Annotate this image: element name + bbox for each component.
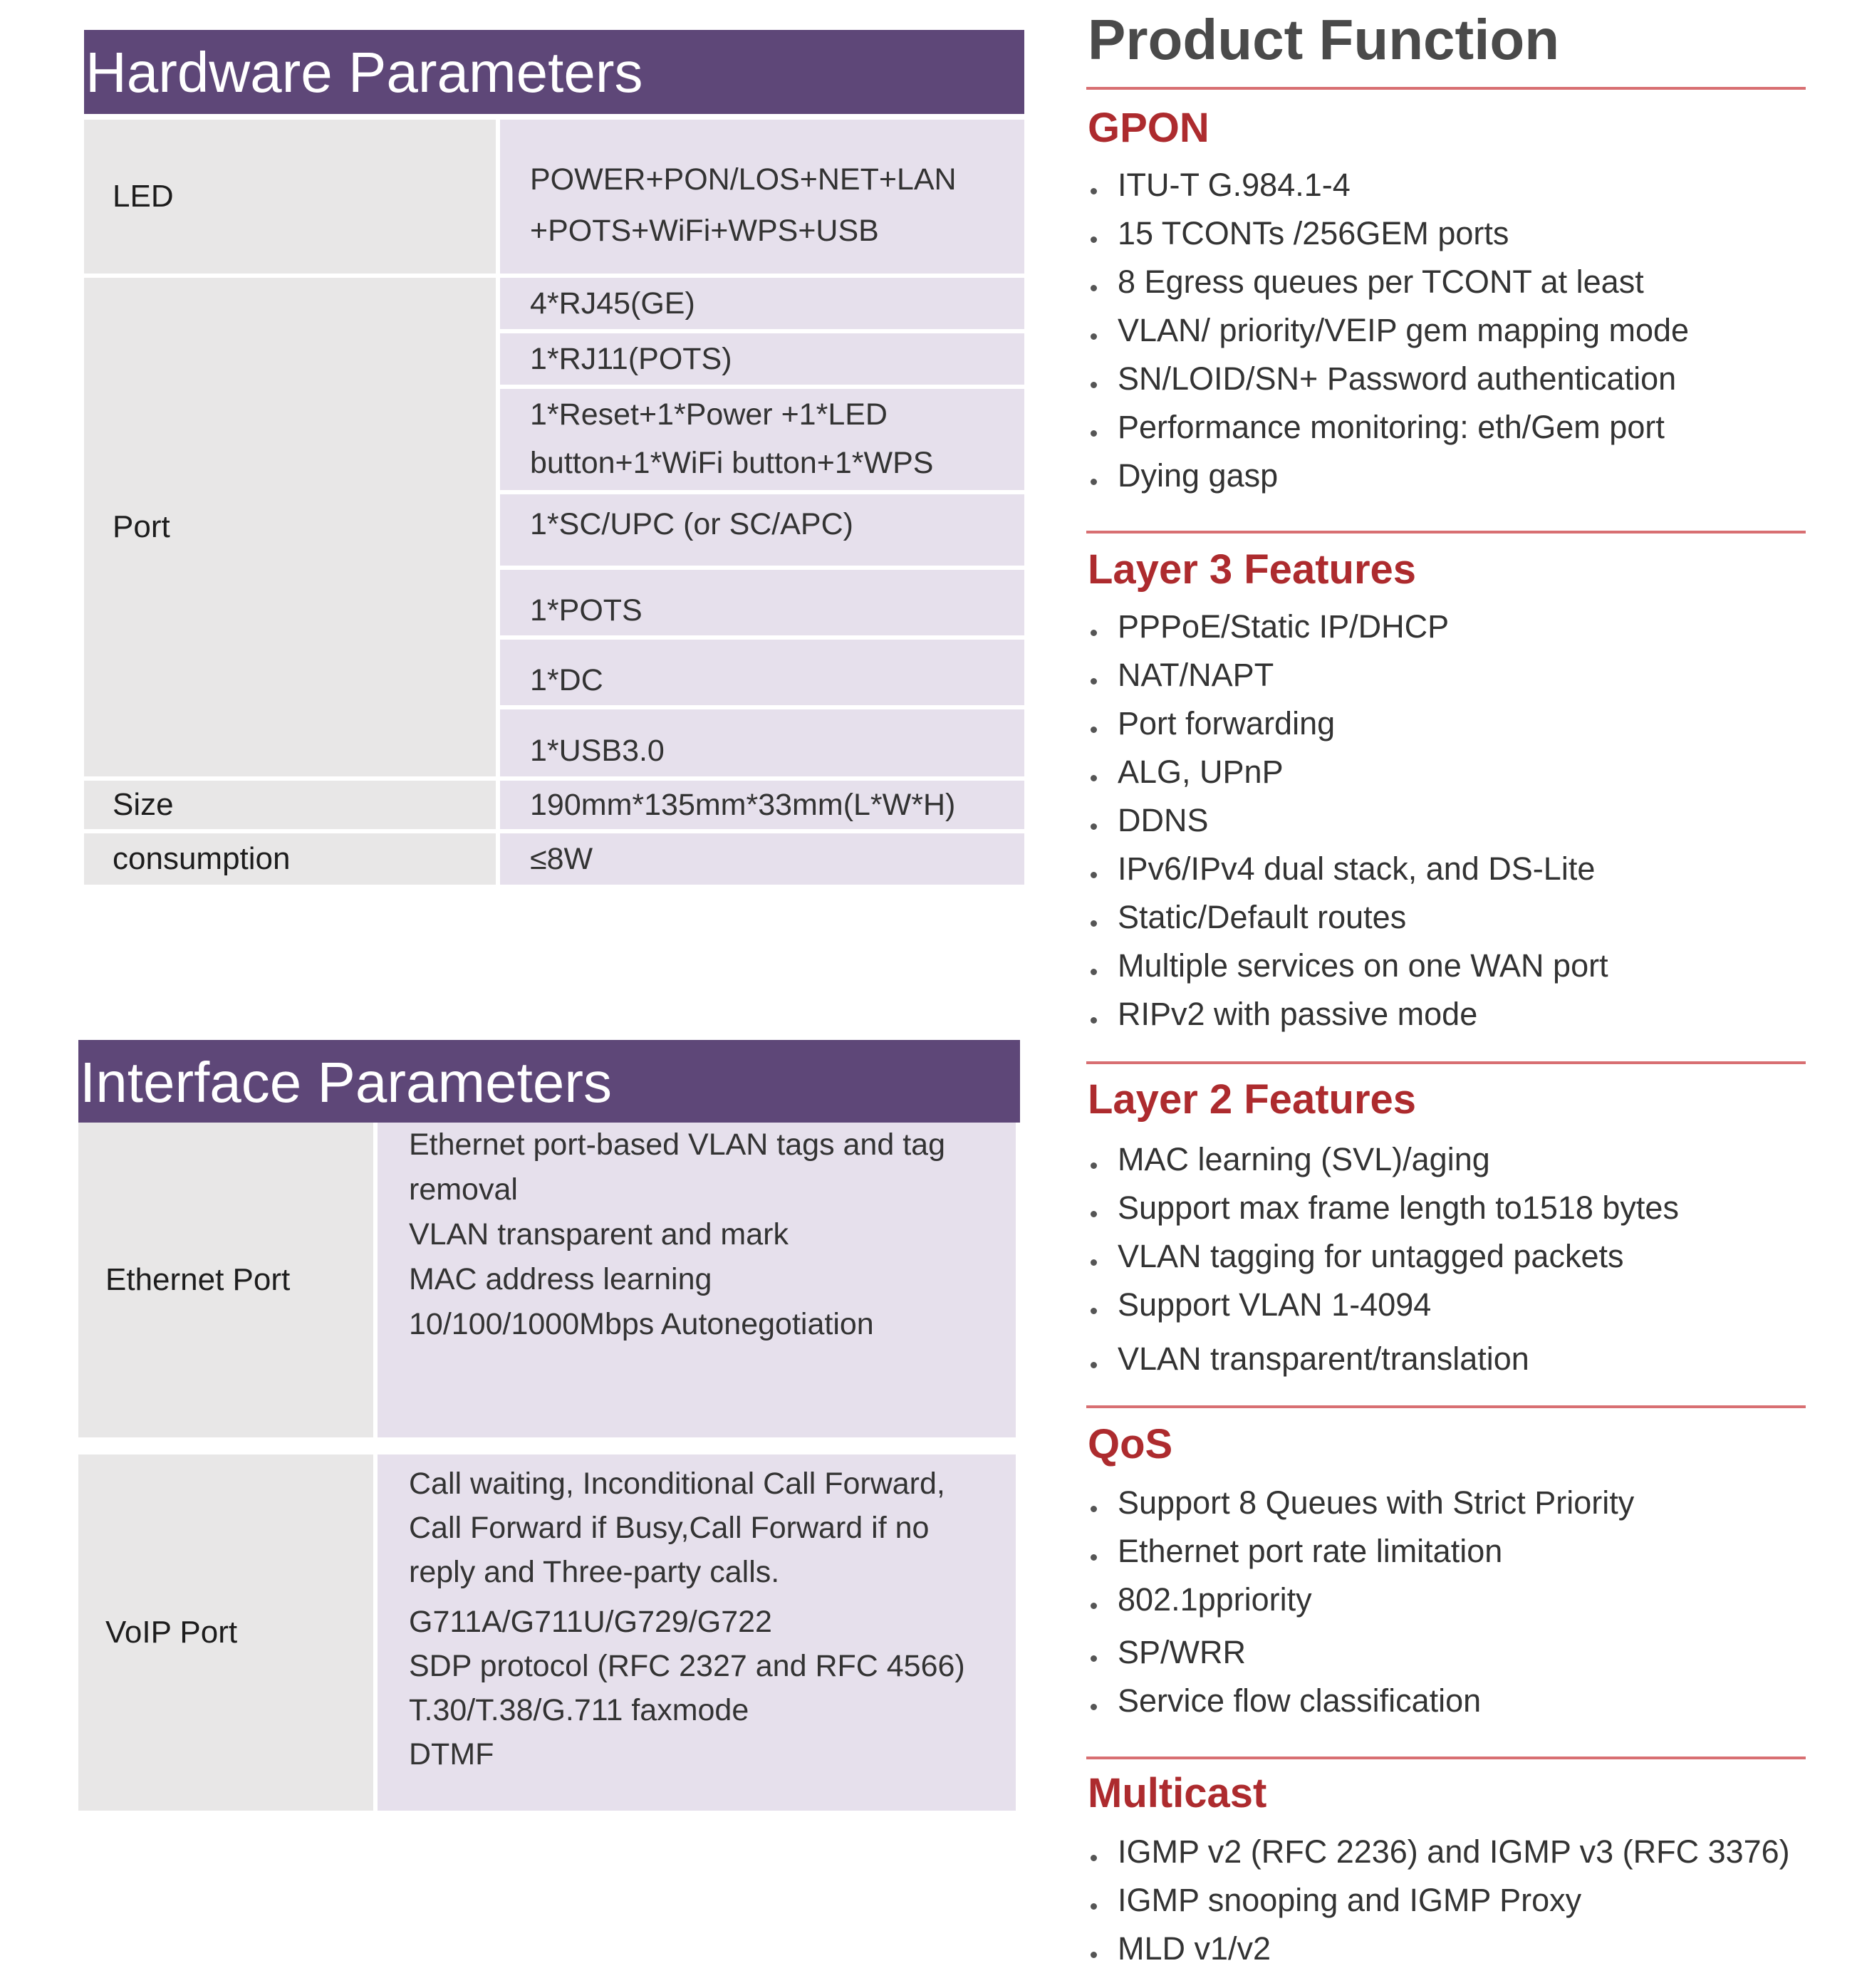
list-item: PPPoE/Static IP/DHCP <box>1088 603 1608 651</box>
divider <box>1086 87 1806 90</box>
qos-list <box>1088 1479 1634 1725</box>
port-value-line: button+1*WiFi button+1*WPS <box>530 446 934 480</box>
section-heading-layer2: Layer 2 Features <box>1088 1076 1417 1123</box>
product-function-title: Product Function <box>1088 8 1560 71</box>
ethernet-line: Ethernet port-based VLAN tags and tag <box>409 1128 945 1162</box>
voip-line: reply and Three-party calls. <box>409 1555 780 1589</box>
list-item: IPv6/IPv4 dual stack, and DS-Lite <box>1088 845 1608 893</box>
list-item: 8 Egress queues per TCONT at least <box>1088 258 1689 306</box>
list-item: Ethernet port rate limitation <box>1088 1527 1634 1576</box>
voip-line: Call Forward if Busy,Call Forward if no <box>409 1511 930 1545</box>
list-item: 15 TCONTs /256GEM ports <box>1088 209 1689 258</box>
layer2-list <box>1088 1135 1679 1383</box>
voip-port-value <box>378 1454 1016 1811</box>
led-value-line: POWER+PON/LOS+NET+LAN <box>530 162 957 197</box>
divider <box>1086 531 1806 534</box>
list-item: Support 8 Queues with Strict Priority <box>1088 1479 1634 1527</box>
port-label: Port <box>84 278 496 776</box>
port-value-line: 1*Reset+1*Power +1*LED <box>530 397 888 432</box>
ethernet-line: removal <box>409 1172 518 1207</box>
ethernet-line: VLAN transparent and mark <box>409 1217 789 1251</box>
list-item: MAC learning (SVL)/aging <box>1088 1135 1679 1184</box>
layer3-list <box>1088 603 1608 1039</box>
list-item: 802.1ppriority <box>1088 1576 1634 1624</box>
consumption-value: ≤8W <box>500 833 1024 885</box>
list-item: Support VLAN 1-4094 <box>1088 1281 1679 1329</box>
list-item: ITU-T G.984.1-4 <box>1088 161 1689 209</box>
voip-line: T.30/T.38/G.711 faxmode <box>409 1693 749 1727</box>
port-value-buttons <box>500 389 1024 490</box>
port-value-dc: 1*DC <box>500 640 1024 705</box>
port-value-usb: 1*USB3.0 <box>500 709 1024 776</box>
consumption-label: consumption <box>84 833 496 885</box>
list-item: Port forwarding <box>1088 699 1608 748</box>
voip-line: Call waiting, Inconditional Call Forward, <box>409 1467 945 1501</box>
voip-port-label: VoIP Port <box>78 1454 373 1811</box>
interface-parameters-title: Interface Parameters <box>78 1040 1020 1123</box>
gpon-list <box>1088 161 1689 500</box>
list-item: IGMP snooping and IGMP Proxy <box>1088 1876 1790 1925</box>
section-heading-qos: QoS <box>1088 1421 1173 1467</box>
divider <box>1086 1405 1806 1408</box>
divider <box>1086 1757 1806 1759</box>
list-item: DDNS <box>1088 796 1608 845</box>
list-item: Performance monitoring: eth/Gem port <box>1088 403 1689 452</box>
list-item: IGMP v2 (RFC 2236) and IGMP v3 (RFC 3376) <box>1088 1828 1790 1876</box>
port-value-rj11: 1*RJ11(POTS) <box>500 333 1024 385</box>
list-item: RIPv2 with passive mode <box>1088 990 1608 1039</box>
port-value-sc: 1*SC/UPC (or SC/APC) <box>500 494 1024 566</box>
list-item: SP/WRR <box>1088 1628 1634 1677</box>
list-item: MLD v1/v2 <box>1088 1925 1790 1973</box>
list-item: Dying gasp <box>1088 452 1689 500</box>
list-item: Service flow classification <box>1088 1677 1634 1725</box>
hardware-parameters-title: Hardware Parameters <box>84 30 1024 114</box>
voip-line: SDP protocol (RFC 2327 and RFC 4566) <box>409 1649 965 1683</box>
multicast-list <box>1088 1828 1790 1973</box>
size-value: 190mm*135mm*33mm(L*W*H) <box>500 781 1024 829</box>
list-item: VLAN transparent/translation <box>1088 1335 1679 1383</box>
list-item: NAT/NAPT <box>1088 651 1608 699</box>
section-heading-gpon: GPON <box>1088 105 1209 151</box>
led-value <box>500 120 1024 274</box>
list-item: Multiple services on one WAN port <box>1088 942 1608 990</box>
section-heading-multicast: Multicast <box>1088 1770 1267 1816</box>
size-label: Size <box>84 781 496 829</box>
list-item: Support max frame length to1518 bytes <box>1088 1184 1679 1232</box>
led-value-line: +POTS+WiFi+WPS+USB <box>530 214 879 248</box>
voip-line: DTMF <box>409 1737 494 1771</box>
ethernet-port-label: Ethernet Port <box>78 1123 373 1437</box>
list-item: ALG, UPnP <box>1088 748 1608 796</box>
voip-line: G711A/G711U/G729/G722 <box>409 1605 772 1639</box>
led-label: LED <box>84 120 496 274</box>
section-heading-layer3: Layer 3 Features <box>1088 546 1417 593</box>
ethernet-port-value <box>378 1123 1016 1437</box>
list-item: Static/Default routes <box>1088 893 1608 942</box>
divider <box>1086 1061 1806 1064</box>
list-item: SN/LOID/SN+ Password authentication <box>1088 355 1689 403</box>
ethernet-line: MAC address learning <box>409 1262 712 1296</box>
port-value-rj45: 4*RJ45(GE) <box>500 278 1024 329</box>
ethernet-line: 10/100/1000Mbps Autonegotiation <box>409 1307 874 1341</box>
port-value-pots: 1*POTS <box>500 570 1024 635</box>
list-item: VLAN/ priority/VEIP gem mapping mode <box>1088 306 1689 355</box>
list-item: VLAN tagging for untagged packets <box>1088 1232 1679 1281</box>
